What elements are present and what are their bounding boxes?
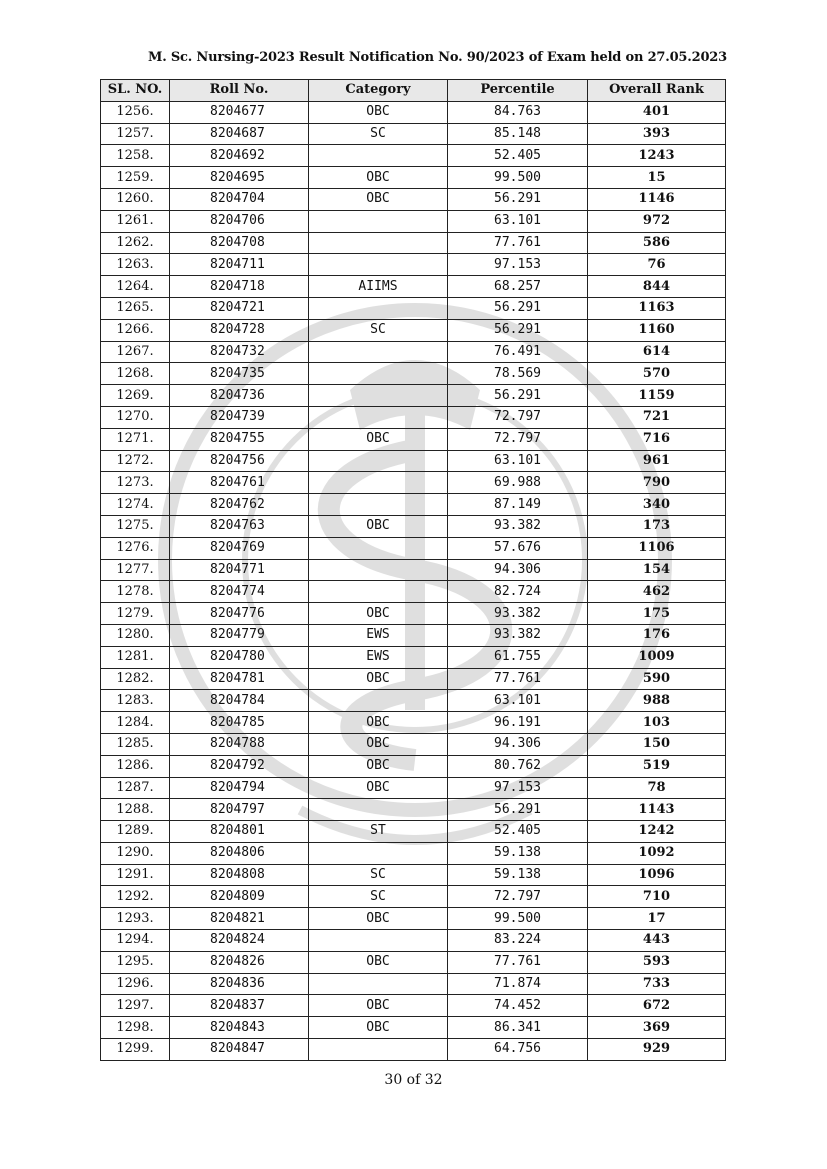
roll-no-cell: 8204806: [170, 842, 309, 864]
overall-rank-cell: 1106: [588, 537, 726, 559]
document-header: M. Sc. Nursing-2023 Result Notification No. 90/2023 of Exam held on 27.05.2023: [148, 50, 727, 65]
roll-no-cell: 8204687: [170, 123, 309, 145]
overall-rank-cell: 1160: [588, 319, 726, 341]
category-cell: OBC: [309, 951, 448, 973]
category-cell: [309, 930, 448, 952]
overall-rank-cell: 586: [588, 232, 726, 254]
sl-no-cell: 1276.: [101, 537, 170, 559]
category-cell: OBC: [309, 668, 448, 690]
table-row: [101, 254, 726, 276]
percentile-cell: 59.138: [448, 864, 588, 886]
overall-rank-cell: 614: [588, 341, 726, 363]
sl-no-cell: 1283.: [101, 690, 170, 712]
overall-rank-cell: 393: [588, 123, 726, 145]
sl-no-cell: 1269.: [101, 385, 170, 407]
sl-no-cell: 1274.: [101, 494, 170, 516]
overall-rank-cell: 988: [588, 690, 726, 712]
category-cell: SC: [309, 123, 448, 145]
overall-rank-cell: 1242: [588, 821, 726, 843]
table-row: [101, 559, 726, 581]
overall-rank-cell: 590: [588, 668, 726, 690]
roll-no-cell: 8204792: [170, 755, 309, 777]
sl-no-cell: 1281.: [101, 646, 170, 668]
roll-no-cell: 8204739: [170, 406, 309, 428]
column-header-roll-no: Roll No.: [170, 80, 309, 102]
category-cell: SC: [309, 319, 448, 341]
roll-no-cell: 8204837: [170, 995, 309, 1017]
overall-rank-cell: 844: [588, 276, 726, 298]
table-row: [101, 995, 726, 1017]
roll-no-cell: 8204755: [170, 428, 309, 450]
sl-no-cell: 1270.: [101, 406, 170, 428]
sl-no-cell: 1286.: [101, 755, 170, 777]
roll-no-cell: 8204708: [170, 232, 309, 254]
category-cell: OBC: [309, 995, 448, 1017]
table-row: [101, 276, 726, 298]
category-cell: SC: [309, 886, 448, 908]
sl-no-cell: 1268.: [101, 363, 170, 385]
overall-rank-cell: 154: [588, 559, 726, 581]
percentile-cell: 72.797: [448, 886, 588, 908]
table-row: [101, 515, 726, 537]
table-row: [101, 646, 726, 668]
percentile-cell: 77.761: [448, 668, 588, 690]
table-row: [101, 842, 726, 864]
category-cell: [309, 690, 448, 712]
category-cell: OBC: [309, 908, 448, 930]
overall-rank-cell: 1159: [588, 385, 726, 407]
table-row: [101, 951, 726, 973]
category-cell: [309, 537, 448, 559]
table-row: [101, 319, 726, 341]
roll-no-cell: 8204779: [170, 624, 309, 646]
roll-no-cell: 8204761: [170, 472, 309, 494]
category-cell: OBC: [309, 755, 448, 777]
category-cell: [309, 385, 448, 407]
sl-no-cell: 1297.: [101, 995, 170, 1017]
table-row: [101, 690, 726, 712]
category-cell: [309, 494, 448, 516]
sl-no-cell: 1285.: [101, 733, 170, 755]
percentile-cell: 74.452: [448, 995, 588, 1017]
category-cell: [309, 472, 448, 494]
percentile-cell: 77.761: [448, 232, 588, 254]
table-row: [101, 297, 726, 319]
overall-rank-cell: 710: [588, 886, 726, 908]
roll-no-cell: 8204826: [170, 951, 309, 973]
overall-rank-cell: 593: [588, 951, 726, 973]
sl-no-cell: 1294.: [101, 930, 170, 952]
percentile-cell: 97.153: [448, 254, 588, 276]
overall-rank-cell: 790: [588, 472, 726, 494]
category-cell: OBC: [309, 101, 448, 123]
percentile-cell: 99.500: [448, 908, 588, 930]
category-cell: AIIMS: [309, 276, 448, 298]
overall-rank-cell: 76: [588, 254, 726, 276]
category-cell: [309, 341, 448, 363]
roll-no-cell: 8204824: [170, 930, 309, 952]
table-row: [101, 973, 726, 995]
sl-no-cell: 1299.: [101, 1039, 170, 1061]
category-cell: [309, 406, 448, 428]
roll-no-cell: 8204728: [170, 319, 309, 341]
overall-rank-cell: 1163: [588, 297, 726, 319]
category-cell: EWS: [309, 646, 448, 668]
table-row: [101, 341, 726, 363]
table-row: [101, 450, 726, 472]
page-number: 30 of 32: [384, 1072, 443, 1088]
category-cell: [309, 799, 448, 821]
table-row: [101, 624, 726, 646]
overall-rank-cell: 570: [588, 363, 726, 385]
percentile-cell: 56.291: [448, 297, 588, 319]
table-row: [101, 581, 726, 603]
table-row: [101, 886, 726, 908]
roll-no-cell: 8204797: [170, 799, 309, 821]
percentile-cell: 80.762: [448, 755, 588, 777]
table-row: [101, 1039, 726, 1061]
overall-rank-cell: 672: [588, 995, 726, 1017]
percentile-cell: 56.291: [448, 319, 588, 341]
category-cell: [309, 363, 448, 385]
overall-rank-cell: 150: [588, 733, 726, 755]
sl-no-cell: 1271.: [101, 428, 170, 450]
percentile-cell: 97.153: [448, 777, 588, 799]
percentile-cell: 52.405: [448, 145, 588, 167]
overall-rank-cell: 1146: [588, 188, 726, 210]
sl-no-cell: 1266.: [101, 319, 170, 341]
category-cell: EWS: [309, 624, 448, 646]
roll-no-cell: 8204706: [170, 210, 309, 232]
column-header-overall-rank: Overall Rank: [588, 80, 726, 102]
sl-no-cell: 1264.: [101, 276, 170, 298]
category-cell: ST: [309, 821, 448, 843]
sl-no-cell: 1260.: [101, 188, 170, 210]
roll-no-cell: 8204801: [170, 821, 309, 843]
overall-rank-cell: 1009: [588, 646, 726, 668]
category-cell: OBC: [309, 603, 448, 625]
percentile-cell: 83.224: [448, 930, 588, 952]
roll-no-cell: 8204847: [170, 1039, 309, 1061]
overall-rank-cell: 519: [588, 755, 726, 777]
category-cell: OBC: [309, 167, 448, 189]
roll-no-cell: 8204771: [170, 559, 309, 581]
table-body: [101, 101, 726, 1060]
percentile-cell: 78.569: [448, 363, 588, 385]
percentile-cell: 96.191: [448, 712, 588, 734]
category-cell: OBC: [309, 733, 448, 755]
roll-no-cell: 8204774: [170, 581, 309, 603]
roll-no-cell: 8204788: [170, 733, 309, 755]
sl-no-cell: 1292.: [101, 886, 170, 908]
table-row: [101, 799, 726, 821]
table-row: [101, 145, 726, 167]
sl-no-cell: 1296.: [101, 973, 170, 995]
sl-no-cell: 1273.: [101, 472, 170, 494]
category-cell: OBC: [309, 777, 448, 799]
category-cell: [309, 232, 448, 254]
overall-rank-cell: 175: [588, 603, 726, 625]
percentile-cell: 85.148: [448, 123, 588, 145]
roll-no-cell: 8204821: [170, 908, 309, 930]
category-cell: OBC: [309, 1017, 448, 1039]
overall-rank-cell: 173: [588, 515, 726, 537]
table-row: [101, 755, 726, 777]
sl-no-cell: 1272.: [101, 450, 170, 472]
sl-no-cell: 1289.: [101, 821, 170, 843]
percentile-cell: 56.291: [448, 799, 588, 821]
overall-rank-cell: 462: [588, 581, 726, 603]
percentile-cell: 87.149: [448, 494, 588, 516]
category-cell: [309, 254, 448, 276]
overall-rank-cell: 17: [588, 908, 726, 930]
sl-no-cell: 1277.: [101, 559, 170, 581]
roll-no-cell: 8204769: [170, 537, 309, 559]
category-cell: [309, 145, 448, 167]
percentile-cell: 99.500: [448, 167, 588, 189]
sl-no-cell: 1279.: [101, 603, 170, 625]
percentile-cell: 59.138: [448, 842, 588, 864]
roll-no-cell: 8204808: [170, 864, 309, 886]
percentile-cell: 77.761: [448, 951, 588, 973]
overall-rank-cell: 78: [588, 777, 726, 799]
category-cell: OBC: [309, 428, 448, 450]
category-cell: [309, 842, 448, 864]
sl-no-cell: 1291.: [101, 864, 170, 886]
overall-rank-cell: 340: [588, 494, 726, 516]
sl-no-cell: 1275.: [101, 515, 170, 537]
roll-no-cell: 8204784: [170, 690, 309, 712]
overall-rank-cell: 103: [588, 712, 726, 734]
percentile-cell: 63.101: [448, 450, 588, 472]
roll-no-cell: 8204781: [170, 668, 309, 690]
roll-no-cell: 8204756: [170, 450, 309, 472]
overall-rank-cell: 961: [588, 450, 726, 472]
percentile-cell: 93.382: [448, 624, 588, 646]
table-row: [101, 123, 726, 145]
roll-no-cell: 8204843: [170, 1017, 309, 1039]
overall-rank-cell: 1143: [588, 799, 726, 821]
overall-rank-cell: 1092: [588, 842, 726, 864]
table-row: [101, 1017, 726, 1039]
roll-no-cell: 8204809: [170, 886, 309, 908]
roll-no-cell: 8204780: [170, 646, 309, 668]
category-cell: SC: [309, 864, 448, 886]
sl-no-cell: 1263.: [101, 254, 170, 276]
category-cell: [309, 973, 448, 995]
overall-rank-cell: 176: [588, 624, 726, 646]
table-header: [101, 80, 726, 102]
roll-no-cell: 8204763: [170, 515, 309, 537]
percentile-cell: 82.724: [448, 581, 588, 603]
percentile-cell: 76.491: [448, 341, 588, 363]
table-row: [101, 537, 726, 559]
sl-no-cell: 1259.: [101, 167, 170, 189]
percentile-cell: 94.306: [448, 559, 588, 581]
table-row: [101, 385, 726, 407]
percentile-cell: 52.405: [448, 821, 588, 843]
percentile-cell: 56.291: [448, 385, 588, 407]
category-cell: OBC: [309, 712, 448, 734]
table-row: [101, 167, 726, 189]
category-cell: [309, 297, 448, 319]
percentile-cell: 63.101: [448, 690, 588, 712]
roll-no-cell: 8204736: [170, 385, 309, 407]
sl-no-cell: 1278.: [101, 581, 170, 603]
roll-no-cell: 8204692: [170, 145, 309, 167]
roll-no-cell: 8204794: [170, 777, 309, 799]
sl-no-cell: 1261.: [101, 210, 170, 232]
percentile-cell: 57.676: [448, 537, 588, 559]
overall-rank-cell: 972: [588, 210, 726, 232]
sl-no-cell: 1280.: [101, 624, 170, 646]
roll-no-cell: 8204776: [170, 603, 309, 625]
table-row: [101, 930, 726, 952]
column-header-sl-no: SL. NO.: [101, 80, 170, 102]
sl-no-cell: 1257.: [101, 123, 170, 145]
sl-no-cell: 1287.: [101, 777, 170, 799]
sl-no-cell: 1267.: [101, 341, 170, 363]
roll-no-cell: 8204695: [170, 167, 309, 189]
table-row: [101, 668, 726, 690]
sl-no-cell: 1262.: [101, 232, 170, 254]
category-cell: OBC: [309, 188, 448, 210]
table-row: [101, 363, 726, 385]
table-row: [101, 428, 726, 450]
roll-no-cell: 8204718: [170, 276, 309, 298]
roll-no-cell: 8204762: [170, 494, 309, 516]
overall-rank-cell: 401: [588, 101, 726, 123]
table-row: [101, 494, 726, 516]
table-row: [101, 777, 726, 799]
overall-rank-cell: 1243: [588, 145, 726, 167]
percentile-cell: 56.291: [448, 188, 588, 210]
percentile-cell: 93.382: [448, 515, 588, 537]
table-row: [101, 472, 726, 494]
sl-no-cell: 1265.: [101, 297, 170, 319]
category-cell: [309, 450, 448, 472]
table-row: [101, 101, 726, 123]
percentile-cell: 69.988: [448, 472, 588, 494]
table-row: [101, 210, 726, 232]
sl-no-cell: 1282.: [101, 668, 170, 690]
overall-rank-cell: 716: [588, 428, 726, 450]
table-row: [101, 188, 726, 210]
sl-no-cell: 1284.: [101, 712, 170, 734]
category-cell: [309, 1039, 448, 1061]
table-row: [101, 232, 726, 254]
percentile-cell: 93.382: [448, 603, 588, 625]
column-header-percentile: Percentile: [448, 80, 588, 102]
overall-rank-cell: 15: [588, 167, 726, 189]
percentile-cell: 72.797: [448, 406, 588, 428]
roll-no-cell: 8204836: [170, 973, 309, 995]
sl-no-cell: 1298.: [101, 1017, 170, 1039]
overall-rank-cell: 369: [588, 1017, 726, 1039]
percentile-cell: 86.341: [448, 1017, 588, 1039]
percentile-cell: 72.797: [448, 428, 588, 450]
sl-no-cell: 1256.: [101, 101, 170, 123]
roll-no-cell: 8204785: [170, 712, 309, 734]
category-cell: [309, 581, 448, 603]
roll-no-cell: 8204704: [170, 188, 309, 210]
table-row: [101, 603, 726, 625]
table-row: [101, 406, 726, 428]
roll-no-cell: 8204721: [170, 297, 309, 319]
overall-rank-cell: 721: [588, 406, 726, 428]
table-row: [101, 712, 726, 734]
overall-rank-cell: 929: [588, 1039, 726, 1061]
percentile-cell: 94.306: [448, 733, 588, 755]
overall-rank-cell: 733: [588, 973, 726, 995]
table-row: [101, 821, 726, 843]
table-row: [101, 908, 726, 930]
percentile-cell: 84.763: [448, 101, 588, 123]
roll-no-cell: 8204711: [170, 254, 309, 276]
table-row: [101, 733, 726, 755]
category-cell: OBC: [309, 515, 448, 537]
sl-no-cell: 1288.: [101, 799, 170, 821]
sl-no-cell: 1290.: [101, 842, 170, 864]
roll-no-cell: 8204735: [170, 363, 309, 385]
sl-no-cell: 1293.: [101, 908, 170, 930]
percentile-cell: 68.257: [448, 276, 588, 298]
overall-rank-cell: 443: [588, 930, 726, 952]
table-row: [101, 864, 726, 886]
sl-no-cell: 1295.: [101, 951, 170, 973]
percentile-cell: 63.101: [448, 210, 588, 232]
sl-no-cell: 1258.: [101, 145, 170, 167]
category-cell: [309, 559, 448, 581]
percentile-cell: 64.756: [448, 1039, 588, 1061]
percentile-cell: 71.874: [448, 973, 588, 995]
category-cell: [309, 210, 448, 232]
percentile-cell: 61.755: [448, 646, 588, 668]
result-table: [100, 79, 726, 1061]
column-header-category: Category: [309, 80, 448, 102]
overall-rank-cell: 1096: [588, 864, 726, 886]
roll-no-cell: 8204732: [170, 341, 309, 363]
roll-no-cell: 8204677: [170, 101, 309, 123]
